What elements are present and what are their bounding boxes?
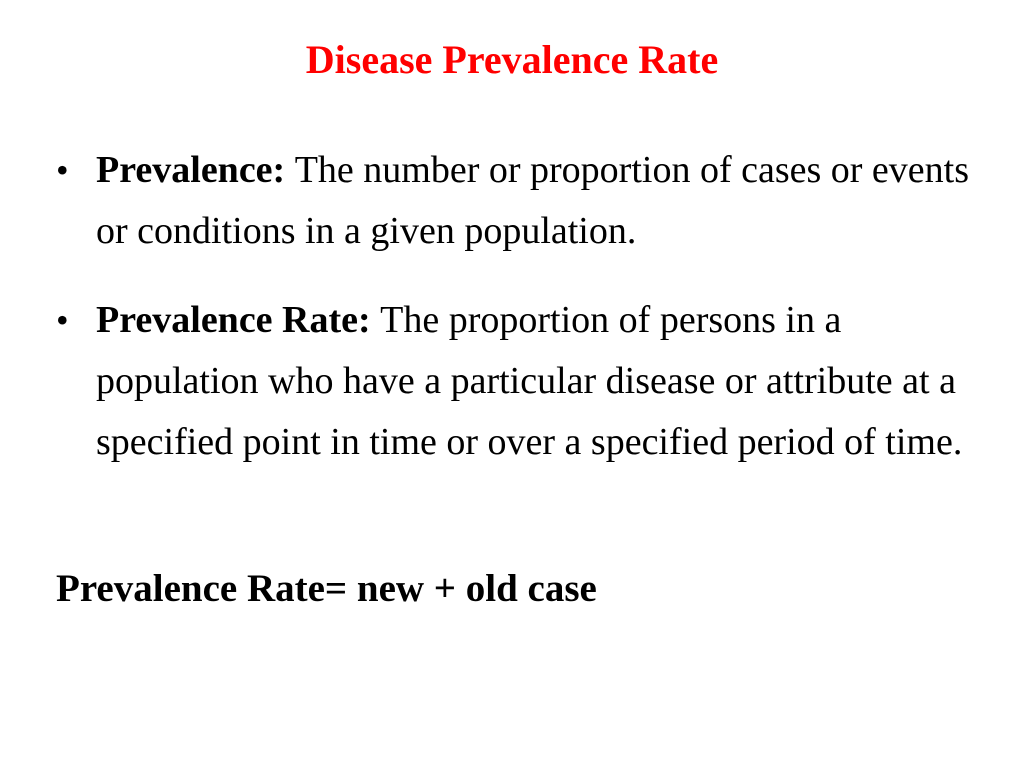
bullet-term: Prevalence:	[96, 149, 295, 191]
bullet-definition: The number or proportion of cases or events or conditions in a given population.	[96, 149, 969, 252]
bullet-term: Prevalence Rate:	[96, 299, 381, 341]
bullet-definition: The proportion of persons in a population who have a particular disease or attribute at a specified point in time or over a specified period of time.	[96, 299, 963, 463]
slide-title: Disease Prevalence Rate	[305, 37, 719, 82]
bullet-item-prevalence-rate	[56, 290, 1006, 473]
bullet-list	[56, 140, 1006, 501]
bullet-marker: •	[56, 150, 69, 190]
formula-text: Prevalence Rate= new + old case	[56, 567, 597, 610]
bullet-item-prevalence	[56, 140, 1006, 262]
bullet-marker: •	[56, 300, 69, 340]
